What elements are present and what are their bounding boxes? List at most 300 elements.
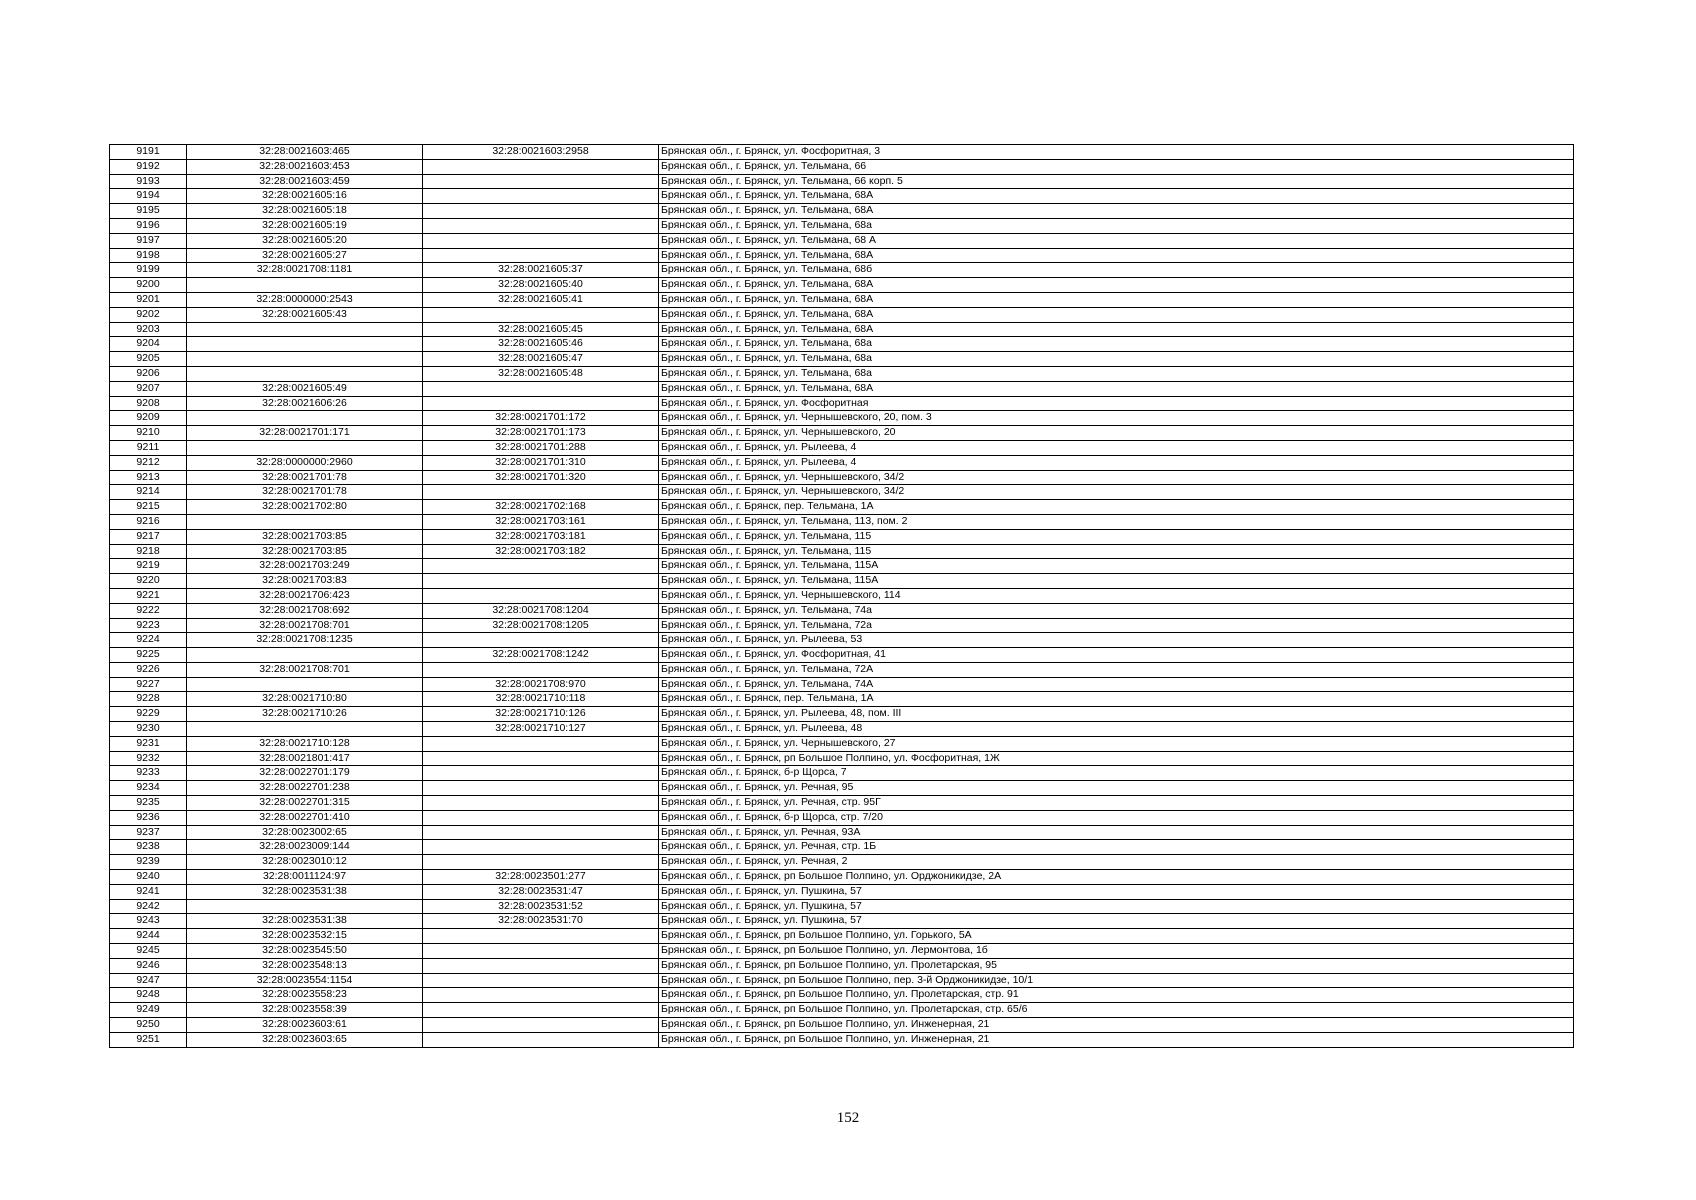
address-cell: Брянская обл., г. Брянск, рп Большое Полпино, ул. Горького, 5А: [659, 929, 1574, 944]
row-number-cell: 9222: [110, 603, 187, 618]
address-cell: Брянская обл., г. Брянск, ул. Тельмана, 68А: [659, 248, 1574, 263]
cadastral-number-cell: 32:28:0021603:459: [187, 174, 423, 189]
cadastral-number-cell: 32:28:0023603:61: [187, 1018, 423, 1033]
address-cell: Брянская обл., г. Брянск, ул. Пушкина, 57: [659, 914, 1574, 929]
table-row: [110, 662, 1574, 677]
table-row: [110, 426, 1574, 441]
cadastral-number-cell: [187, 440, 423, 455]
row-number-cell: 9224: [110, 633, 187, 648]
related-cadastral-number-cell: 32:28:0021703:161: [423, 514, 659, 529]
cadastral-number-cell: 32:28:0021605:16: [187, 189, 423, 204]
related-cadastral-number-cell: 32:28:0021701:320: [423, 470, 659, 485]
related-cadastral-number-cell: 32:28:0023531:70: [423, 914, 659, 929]
address-cell: Брянская обл., г. Брянск, ул. Речная, 95: [659, 781, 1574, 796]
address-cell: Брянская обл., г. Брянск, ул. Пушкина, 57: [659, 884, 1574, 899]
table-row: [110, 796, 1574, 811]
table-row: [110, 781, 1574, 796]
related-cadastral-number-cell: [423, 973, 659, 988]
cadastral-number-cell: [187, 366, 423, 381]
table-row: [110, 233, 1574, 248]
address-cell: Брянская обл., г. Брянск, рп Большое Полпино, ул. Пролетарская, стр. 65/6: [659, 1003, 1574, 1018]
address-cell: Брянская обл., г. Брянск, ул. Тельмана, 115А: [659, 559, 1574, 574]
related-cadastral-number-cell: [423, 218, 659, 233]
table-row: [110, 529, 1574, 544]
address-cell: Брянская обл., г. Брянск, ул. Тельмана, 115: [659, 544, 1574, 559]
cadastral-number-cell: 32:28:0023603:65: [187, 1032, 423, 1047]
row-number-cell: 9207: [110, 381, 187, 396]
row-number-cell: 9242: [110, 899, 187, 914]
table-row: [110, 825, 1574, 840]
cadastral-number-cell: 32:28:0021605:20: [187, 233, 423, 248]
row-number-cell: 9210: [110, 426, 187, 441]
related-cadastral-number-cell: [423, 958, 659, 973]
cadastral-number-cell: 32:28:0023009:144: [187, 840, 423, 855]
cadastral-number-cell: 32:28:0000000:2960: [187, 455, 423, 470]
cadastral-number-cell: 32:28:0021708:692: [187, 603, 423, 618]
table-row: [110, 588, 1574, 603]
cadastral-number-cell: [187, 648, 423, 663]
table-row: [110, 633, 1574, 648]
related-cadastral-number-cell: [423, 840, 659, 855]
table-row: [110, 263, 1574, 278]
related-cadastral-number-cell: 32:28:0021605:40: [423, 278, 659, 293]
table-row: [110, 751, 1574, 766]
row-number-cell: 9216: [110, 514, 187, 529]
table-row: [110, 648, 1574, 663]
address-cell: Брянская обл., г. Брянск, б-р Щорса, 7: [659, 766, 1574, 781]
cadastral-number-cell: 32:28:0023554:1154: [187, 973, 423, 988]
table-row: [110, 559, 1574, 574]
table-row: [110, 485, 1574, 500]
table-row: [110, 366, 1574, 381]
row-number-cell: 9218: [110, 544, 187, 559]
row-number-cell: 9248: [110, 988, 187, 1003]
address-cell: Брянская обл., г. Брянск, ул. Тельмана, 68А: [659, 189, 1574, 204]
row-number-cell: 9239: [110, 855, 187, 870]
address-cell: Брянская обл., г. Брянск, ул. Тельмана, 68а: [659, 352, 1574, 367]
cadastral-number-cell: 32:28:0022701:238: [187, 781, 423, 796]
related-cadastral-number-cell: [423, 796, 659, 811]
related-cadastral-number-cell: [423, 559, 659, 574]
address-cell: Брянская обл., г. Брянск, ул. Тельмана, 68А: [659, 204, 1574, 219]
related-cadastral-number-cell: [423, 307, 659, 322]
cadastral-number-cell: 32:28:0021801:417: [187, 751, 423, 766]
cadastral-number-cell: 32:28:0011124:97: [187, 870, 423, 885]
table-row: [110, 1003, 1574, 1018]
related-cadastral-number-cell: [423, 988, 659, 1003]
row-number-cell: 9229: [110, 707, 187, 722]
address-cell: Брянская обл., г. Брянск, ул. Фосфоритная: [659, 396, 1574, 411]
related-cadastral-number-cell: 32:28:0021605:46: [423, 337, 659, 352]
related-cadastral-number-cell: 32:28:0021605:48: [423, 366, 659, 381]
row-number-cell: 9232: [110, 751, 187, 766]
cadastral-number-cell: [187, 352, 423, 367]
address-cell: Брянская обл., г. Брянск, ул. Тельмана, 113, пом. 2: [659, 514, 1574, 529]
row-number-cell: 9250: [110, 1018, 187, 1033]
address-cell: Брянская обл., г. Брянск, ул. Речная, стр. 95Г: [659, 796, 1574, 811]
cadastral-number-cell: 32:28:0021703:85: [187, 529, 423, 544]
address-cell: Брянская обл., г. Брянск, ул. Тельмана, 74а: [659, 603, 1574, 618]
address-cell: Брянская обл., г. Брянск, ул. Тельмана, 72А: [659, 662, 1574, 677]
address-cell: Брянская обл., г. Брянск, рп Большое Полпино, ул. Фосфоритная, 1Ж: [659, 751, 1574, 766]
address-cell: Брянская обл., г. Брянск, пер. Тельмана, 1А: [659, 500, 1574, 515]
row-number-cell: 9209: [110, 411, 187, 426]
table-row: [110, 855, 1574, 870]
address-cell: Брянская обл., г. Брянск, ул. Фосфоритная, 41: [659, 648, 1574, 663]
related-cadastral-number-cell: [423, 159, 659, 174]
related-cadastral-number-cell: [423, 588, 659, 603]
related-cadastral-number-cell: 32:28:0023531:47: [423, 884, 659, 899]
address-cell: Брянская обл., г. Брянск, рп Большое Полпино, ул. Инженерная, 21: [659, 1018, 1574, 1033]
address-cell: Брянская обл., г. Брянск, ул. Тельмана, 68б: [659, 263, 1574, 278]
cadastral-number-cell: [187, 337, 423, 352]
table-row: [110, 322, 1574, 337]
table-body: [110, 145, 1574, 1048]
row-number-cell: 9223: [110, 618, 187, 633]
address-cell: Брянская обл., г. Брянск, пер. Тельмана, 1А: [659, 692, 1574, 707]
row-number-cell: 9195: [110, 204, 187, 219]
address-cell: Брянская обл., г. Брянск, ул. Тельмана, 66 корп. 5: [659, 174, 1574, 189]
row-number-cell: 9200: [110, 278, 187, 293]
row-number-cell: 9196: [110, 218, 187, 233]
address-cell: Брянская обл., г. Брянск, ул. Тельмана, 115А: [659, 574, 1574, 589]
address-cell: Брянская обл., г. Брянск, ул. Чернышевского, 34/2: [659, 485, 1574, 500]
address-cell: Брянская обл., г. Брянск, ул. Тельмана, 68а: [659, 218, 1574, 233]
related-cadastral-number-cell: 32:28:0021710:127: [423, 722, 659, 737]
cadastral-number-cell: 32:28:0023558:23: [187, 988, 423, 1003]
related-cadastral-number-cell: 32:28:0021708:1204: [423, 603, 659, 618]
related-cadastral-number-cell: [423, 633, 659, 648]
row-number-cell: 9212: [110, 455, 187, 470]
table-row: [110, 973, 1574, 988]
table-row: [110, 455, 1574, 470]
address-cell: Брянская обл., г. Брянск, ул. Тельмана, 68А: [659, 278, 1574, 293]
table-row: [110, 988, 1574, 1003]
cadastral-number-cell: [187, 514, 423, 529]
row-number-cell: 9208: [110, 396, 187, 411]
row-number-cell: 9213: [110, 470, 187, 485]
cadastral-number-cell: 32:28:0021603:453: [187, 159, 423, 174]
related-cadastral-number-cell: 32:28:0021701:172: [423, 411, 659, 426]
row-number-cell: 9241: [110, 884, 187, 899]
row-number-cell: 9230: [110, 722, 187, 737]
table-row: [110, 292, 1574, 307]
related-cadastral-number-cell: [423, 233, 659, 248]
row-number-cell: 9201: [110, 292, 187, 307]
row-number-cell: 9215: [110, 500, 187, 515]
address-cell: Брянская обл., г. Брянск, рп Большое Полпино, ул. Инженерная, 21: [659, 1032, 1574, 1047]
cadastral-number-cell: [187, 722, 423, 737]
address-cell: Брянская обл., г. Брянск, ул. Рылеева, 48: [659, 722, 1574, 737]
address-cell: Брянская обл., г. Брянск, ул. Чернышевского, 20: [659, 426, 1574, 441]
table-row: [110, 840, 1574, 855]
table-row: [110, 929, 1574, 944]
cadastral-number-cell: 32:28:0023531:38: [187, 884, 423, 899]
table-row: [110, 396, 1574, 411]
row-number-cell: 9237: [110, 825, 187, 840]
related-cadastral-number-cell: [423, 810, 659, 825]
table-row: [110, 766, 1574, 781]
cadastral-number-cell: 32:28:0021605:19: [187, 218, 423, 233]
table-row: [110, 174, 1574, 189]
address-cell: Брянская обл., г. Брянск, ул. Тельмана, 68А: [659, 381, 1574, 396]
table-row: [110, 544, 1574, 559]
cadastral-number-cell: 32:28:0022701:410: [187, 810, 423, 825]
table-row: [110, 884, 1574, 899]
address-cell: Брянская обл., г. Брянск, ул. Рылеева, 4: [659, 440, 1574, 455]
table-row: [110, 307, 1574, 322]
table-row: [110, 692, 1574, 707]
related-cadastral-number-cell: [423, 396, 659, 411]
row-number-cell: 9238: [110, 840, 187, 855]
address-cell: Брянская обл., г. Брянск, ул. Речная, 93А: [659, 825, 1574, 840]
cadastral-number-cell: 32:28:0021605:49: [187, 381, 423, 396]
row-number-cell: 9203: [110, 322, 187, 337]
address-cell: Брянская обл., г. Брянск, ул. Тельмана, 68А: [659, 322, 1574, 337]
related-cadastral-number-cell: [423, 189, 659, 204]
related-cadastral-number-cell: [423, 1003, 659, 1018]
row-number-cell: 9192: [110, 159, 187, 174]
property-table: [109, 144, 1574, 1048]
row-number-cell: 9226: [110, 662, 187, 677]
table-row: [110, 958, 1574, 973]
table-row: [110, 248, 1574, 263]
related-cadastral-number-cell: 32:28:0021605:45: [423, 322, 659, 337]
table-row: [110, 440, 1574, 455]
related-cadastral-number-cell: 32:28:0021710:126: [423, 707, 659, 722]
related-cadastral-number-cell: [423, 248, 659, 263]
cadastral-number-cell: 32:28:0021605:18: [187, 204, 423, 219]
row-number-cell: 9246: [110, 958, 187, 973]
related-cadastral-number-cell: 32:28:0021710:118: [423, 692, 659, 707]
cadastral-number-cell: 32:28:0021708:1235: [187, 633, 423, 648]
cadastral-number-cell: [187, 278, 423, 293]
cadastral-number-cell: 32:28:0023531:38: [187, 914, 423, 929]
table-row: [110, 899, 1574, 914]
cadastral-number-cell: 32:28:0023545:50: [187, 944, 423, 959]
row-number-cell: 9221: [110, 588, 187, 603]
address-cell: Брянская обл., г. Брянск, ул. Рылеева, 48, пом. III: [659, 707, 1574, 722]
table-row: [110, 500, 1574, 515]
cadastral-number-cell: [187, 899, 423, 914]
table-row: [110, 618, 1574, 633]
table-row: [110, 870, 1574, 885]
address-cell: Брянская обл., г. Брянск, ул. Тельмана, 68 А: [659, 233, 1574, 248]
table-row: [110, 574, 1574, 589]
cadastral-number-cell: [187, 677, 423, 692]
address-cell: Брянская обл., г. Брянск, ул. Рылеева, 4: [659, 455, 1574, 470]
address-cell: Брянская обл., г. Брянск, ул. Тельмана, 66: [659, 159, 1574, 174]
cadastral-number-cell: 32:28:0021708:1181: [187, 263, 423, 278]
table-row: [110, 189, 1574, 204]
cadastral-number-cell: 32:28:0021605:27: [187, 248, 423, 263]
cadastral-number-cell: 32:28:0021701:171: [187, 426, 423, 441]
address-cell: Брянская обл., г. Брянск, б-р Щорса, стр. 7/20: [659, 810, 1574, 825]
row-number-cell: 9235: [110, 796, 187, 811]
cadastral-number-cell: 32:28:0021701:78: [187, 470, 423, 485]
row-number-cell: 9244: [110, 929, 187, 944]
related-cadastral-number-cell: 32:28:0021708:970: [423, 677, 659, 692]
row-number-cell: 9231: [110, 736, 187, 751]
related-cadastral-number-cell: [423, 574, 659, 589]
row-number-cell: 9225: [110, 648, 187, 663]
address-cell: Брянская обл., г. Брянск, рп Большое Полпино, ул. Лермонтова, 1б: [659, 944, 1574, 959]
cadastral-number-cell: 32:28:0022701:315: [187, 796, 423, 811]
row-number-cell: 9247: [110, 973, 187, 988]
cadastral-number-cell: 32:28:0023558:39: [187, 1003, 423, 1018]
row-number-cell: 9251: [110, 1032, 187, 1047]
table-row: [110, 470, 1574, 485]
row-number-cell: 9193: [110, 174, 187, 189]
row-number-cell: 9233: [110, 766, 187, 781]
related-cadastral-number-cell: [423, 766, 659, 781]
table-row: [110, 145, 1574, 160]
row-number-cell: 9214: [110, 485, 187, 500]
related-cadastral-number-cell: [423, 662, 659, 677]
row-number-cell: 9217: [110, 529, 187, 544]
address-cell: Брянская обл., г. Брянск, ул. Тельмана, 68А: [659, 307, 1574, 322]
related-cadastral-number-cell: [423, 1018, 659, 1033]
cadastral-number-cell: [187, 411, 423, 426]
page-number: 152: [836, 1110, 860, 1126]
address-cell: Брянская обл., г. Брянск, ул. Фосфоритная, 3: [659, 145, 1574, 160]
related-cadastral-number-cell: 32:28:0021605:47: [423, 352, 659, 367]
related-cadastral-number-cell: 32:28:0021701:288: [423, 440, 659, 455]
cadastral-number-cell: 32:28:0023532:15: [187, 929, 423, 944]
row-number-cell: 9219: [110, 559, 187, 574]
address-cell: Брянская обл., г. Брянск, ул. Тельмана, 68а: [659, 366, 1574, 381]
address-cell: Брянская обл., г. Брянск, ул. Пушкина, 57: [659, 899, 1574, 914]
cadastral-number-cell: 32:28:0021703:83: [187, 574, 423, 589]
address-cell: Брянская обл., г. Брянск, рп Большое Полпино, ул. Пролетарская, 95: [659, 958, 1574, 973]
cadastral-number-cell: 32:28:0022701:179: [187, 766, 423, 781]
table-row: [110, 159, 1574, 174]
related-cadastral-number-cell: 32:28:0021605:41: [423, 292, 659, 307]
table-row: [110, 337, 1574, 352]
address-cell: Брянская обл., г. Брянск, рп Большое Полпино, ул. Орджоникидзе, 2А: [659, 870, 1574, 885]
address-cell: Брянская обл., г. Брянск, ул. Тельмана, 72а: [659, 618, 1574, 633]
cadastral-number-cell: [187, 322, 423, 337]
table-row: [110, 914, 1574, 929]
row-number-cell: 9191: [110, 145, 187, 160]
address-cell: Брянская обл., г. Брянск, ул. Речная, 2: [659, 855, 1574, 870]
cadastral-number-cell: 32:28:0023548:13: [187, 958, 423, 973]
related-cadastral-number-cell: 32:28:0021703:182: [423, 544, 659, 559]
related-cadastral-number-cell: 32:28:0021701:310: [423, 455, 659, 470]
row-number-cell: 9211: [110, 440, 187, 455]
cadastral-number-cell: 32:28:0021703:249: [187, 559, 423, 574]
address-cell: Брянская обл., г. Брянск, ул. Речная, стр. 1Б: [659, 840, 1574, 855]
address-cell: Брянская обл., г. Брянск, ул. Чернышевского, 20, пом. 3: [659, 411, 1574, 426]
row-number-cell: 9202: [110, 307, 187, 322]
related-cadastral-number-cell: 32:28:0021702:168: [423, 500, 659, 515]
related-cadastral-number-cell: [423, 944, 659, 959]
related-cadastral-number-cell: [423, 751, 659, 766]
table-row: [110, 707, 1574, 722]
row-number-cell: 9220: [110, 574, 187, 589]
related-cadastral-number-cell: 32:28:0021603:2958: [423, 145, 659, 160]
related-cadastral-number-cell: [423, 485, 659, 500]
related-cadastral-number-cell: [423, 781, 659, 796]
table-row: [110, 1032, 1574, 1047]
cadastral-number-cell: 32:28:0021710:26: [187, 707, 423, 722]
table-row: [110, 514, 1574, 529]
address-cell: Брянская обл., г. Брянск, ул. Рылеева, 53: [659, 633, 1574, 648]
row-number-cell: 9199: [110, 263, 187, 278]
row-number-cell: 9240: [110, 870, 187, 885]
address-cell: Брянская обл., г. Брянск, ул. Тельмана, 74А: [659, 677, 1574, 692]
row-number-cell: 9228: [110, 692, 187, 707]
address-cell: Брянская обл., г. Брянск, ул. Тельмана, 68а: [659, 337, 1574, 352]
table-row: [110, 722, 1574, 737]
table-row: [110, 677, 1574, 692]
related-cadastral-number-cell: 32:28:0021703:181: [423, 529, 659, 544]
address-cell: Брянская обл., г. Брянск, ул. Чернышевского, 114: [659, 588, 1574, 603]
row-number-cell: 9204: [110, 337, 187, 352]
address-cell: Брянская обл., г. Брянск, ул. Чернышевского, 34/2: [659, 470, 1574, 485]
row-number-cell: 9194: [110, 189, 187, 204]
address-cell: Брянская обл., г. Брянск, ул. Тельмана, 68А: [659, 292, 1574, 307]
row-number-cell: 9243: [110, 914, 187, 929]
related-cadastral-number-cell: [423, 855, 659, 870]
row-number-cell: 9205: [110, 352, 187, 367]
row-number-cell: 9206: [110, 366, 187, 381]
related-cadastral-number-cell: [423, 929, 659, 944]
cadastral-number-cell: 32:28:0000000:2543: [187, 292, 423, 307]
cadastral-number-cell: 32:28:0021708:701: [187, 662, 423, 677]
cadastral-number-cell: 32:28:0021710:80: [187, 692, 423, 707]
cadastral-number-cell: 32:28:0023010:12: [187, 855, 423, 870]
table-row: [110, 381, 1574, 396]
related-cadastral-number-cell: [423, 1032, 659, 1047]
related-cadastral-number-cell: 32:28:0021701:173: [423, 426, 659, 441]
related-cadastral-number-cell: [423, 825, 659, 840]
cadastral-number-cell: 32:28:0021606:26: [187, 396, 423, 411]
related-cadastral-number-cell: 32:28:0023501:277: [423, 870, 659, 885]
row-number-cell: 9249: [110, 1003, 187, 1018]
related-cadastral-number-cell: 32:28:0021605:37: [423, 263, 659, 278]
address-cell: Брянская обл., г. Брянск, ул. Чернышевского, 27: [659, 736, 1574, 751]
table-row: [110, 1018, 1574, 1033]
table-row: [110, 218, 1574, 233]
cadastral-number-cell: 32:28:0021708:701: [187, 618, 423, 633]
cadastral-number-cell: 32:28:0021702:80: [187, 500, 423, 515]
table-row: [110, 736, 1574, 751]
table-row: [110, 352, 1574, 367]
table-row: [110, 411, 1574, 426]
table-row: [110, 278, 1574, 293]
cadastral-number-cell: 32:28:0021710:128: [187, 736, 423, 751]
row-number-cell: 9234: [110, 781, 187, 796]
cadastral-number-cell: 32:28:0021706:423: [187, 588, 423, 603]
related-cadastral-number-cell: 32:28:0021708:1205: [423, 618, 659, 633]
table-row: [110, 944, 1574, 959]
table-row: [110, 810, 1574, 825]
table-row: [110, 204, 1574, 219]
related-cadastral-number-cell: 32:28:0023531:52: [423, 899, 659, 914]
cadastral-number-cell: 32:28:0021703:85: [187, 544, 423, 559]
related-cadastral-number-cell: [423, 736, 659, 751]
row-number-cell: 9245: [110, 944, 187, 959]
address-cell: Брянская обл., г. Брянск, рп Большое Полпино, пер. 3-й Орджоникидзе, 10/1: [659, 973, 1574, 988]
table-row: [110, 603, 1574, 618]
cadastral-number-cell: 32:28:0021605:43: [187, 307, 423, 322]
row-number-cell: 9198: [110, 248, 187, 263]
cadastral-number-cell: 32:28:0021701:78: [187, 485, 423, 500]
cadastral-number-cell: 32:28:0023002:65: [187, 825, 423, 840]
row-number-cell: 9227: [110, 677, 187, 692]
address-cell: Брянская обл., г. Брянск, рп Большое Полпино, ул. Пролетарская, стр. 91: [659, 988, 1574, 1003]
